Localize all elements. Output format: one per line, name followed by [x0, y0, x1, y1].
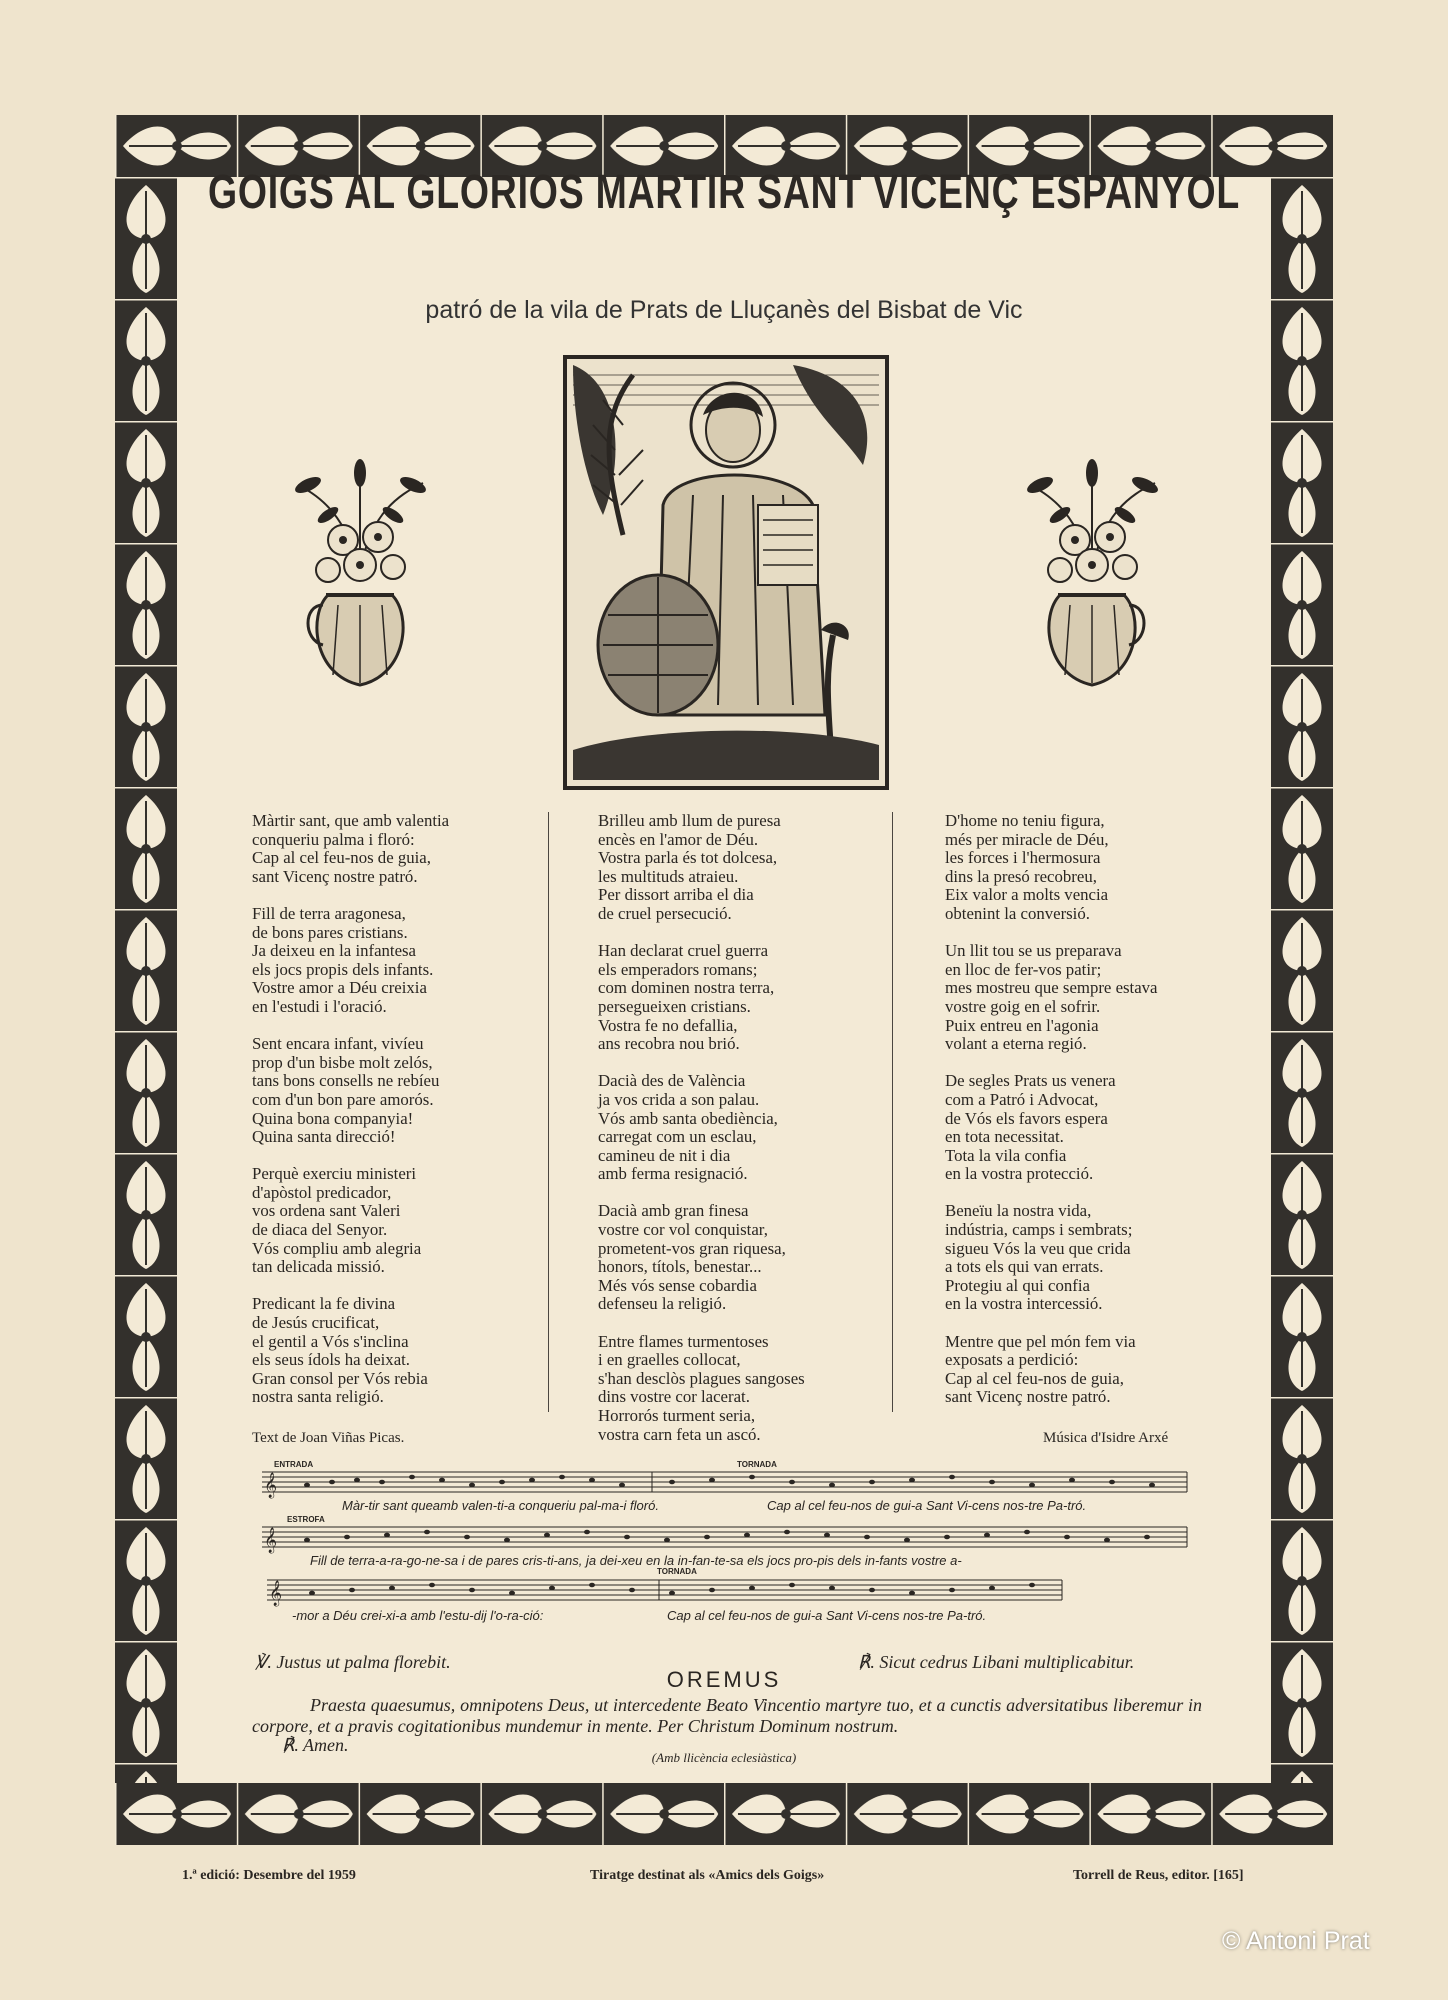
svg-text:𝄞: 𝄞	[264, 1527, 278, 1552]
score-lyric-1b: Cap al cel feu-nos de gui-a Sant Vi-cens nos-tre Pa-tró.	[767, 1498, 1087, 1513]
response: ℟. Sicut cedrus Libani multiplicabitur.	[858, 1652, 1135, 1672]
footer-edition: 1.ª edició: Desembre del 1959	[182, 1868, 356, 1883]
footer-publisher: Torrell de Reus, editor. [165]	[1073, 1868, 1244, 1883]
prayer-text: Praesta quaesumus, omnipotens Deus, ut intercedente Beato Vincentio martyre tuo, et a cunctis adversitatibus liberemur in corpore, et a pravis cogitationibus mundemur in mente. Per Christum Dominum nostrum.	[252, 1695, 1202, 1736]
score-label-estrofa: ESTROFA	[287, 1515, 325, 1524]
oremus-heading: OREMUS	[666, 1667, 782, 1692]
score-label-entrada: ENTRADA	[274, 1460, 314, 1469]
page-title: GOIGS AL GLORIOS MARTIR SANT VICENÇ ESPANYOL	[207, 166, 1241, 219]
column-divider-1	[548, 812, 549, 1412]
border-right	[1271, 177, 1333, 1783]
flower-vase-right-illustration	[1020, 455, 1165, 695]
score-lyric-3a: -mor a Déu crei-xi-a amb l'estu-dij l'o-ra-ció:	[292, 1608, 544, 1623]
column-divider-2	[892, 812, 893, 1412]
text-author-credit: Text de Joan Viñas Picas.	[252, 1430, 405, 1446]
svg-text:𝄞: 𝄞	[264, 1472, 278, 1497]
verses-column-3: D'home no teniu figura, més per miracle de Déu, les forces i l'hermosura dins la presó recobreu, Eix valor a molts vencia obtenint la conversió. Un llit tou se us preparava en lloc de fer-vos patir; mes mostreu que sempre estava vostre goig en el sofrir. Puix entreu en l'agonia volant a eterna regió. De segles Prats us venera com a Patró i Advocat, de Vós els favors espera en tota necessitat. Tota la vila confia en la vostra protecció. Beneïu la nostra vida, indústria, camps i sembrats; sigueu Vós la veu que crida a tots els qui van errats. Protegiu al qui confia en la vostra intercessió. Mentre que pel món fem via exposats a perdició: Cap al cel feu-nos de guia, sant Vicenç nostre patró.	[945, 811, 1158, 1407]
score-label-tornada: TORNADA	[737, 1460, 777, 1469]
ecclesiastical-license: (Amb llicència eclesiàstica)	[651, 1750, 797, 1765]
border-bottom	[115, 1783, 1333, 1845]
verses-column-1: Màrtir sant, que amb valentia conqueriu palma i floró: Cap al cel feu-nos de guia, sant Vicenç nostre patró. Fill de terra aragonesa, de bons pares cristians. Ja deixeu en la infantesa els jocs propis dels infants. Vostre amor a Déu creixia en l'estudi i l'oració. Sent encara infant, vivíeu prop d'un bisbe molt zelós, tans bons consells ne rebíeu com d'un bon pare amorós. Quina bona companyia! Quina santa direcció! Perquè exerciu ministeri d'apòstol predicador, vos ordena sant Valeri de diaca del Senyor. Vós compliu amb alegria tan delicada missió. Predicant la fe divina de Jesús crucificat, el gentil a Vós s'inclina els seus ídols ha deixat. Gran consol per Vós rebia nostra santa religió.	[252, 811, 450, 1407]
copyright-watermark: © Antoni Prat	[1222, 1927, 1370, 1955]
verses-column-2: Brilleu amb llum de puresa encès en l'amor de Déu. Vostra parla és tot dolcesa, les multituds atraieu. Per dissort arriba el dia de cruel persecució. Han declarat cruel guerra els emperadors romans; com dominen nostra terra, persegueixen cristians. Vostra fe no defallia, ans recobra nou brió. Dacià des de València ja vos crida a son palau. Vós amb santa obediència, carregat com un esclau, camineu de nit i dia amb ferma resignació. Dacià amb gran finesa vostre cor vol conquistar, prometent-vos gran riquesa, honors, títols, benestar... Més vós sense cobardia defenseu la religió. Entre flames turmentoses i en graelles collocat, s'han desclòs plagues sangoses dins vostre cor lacerat. Horrorós turment seria, vostra carn feta un ascó.	[598, 811, 805, 1444]
music-author-credit: Música d'Isidre Arxé	[1043, 1430, 1169, 1446]
score-lyric-1a: Màr-tir sant queamb valen-ti-a conqueriu pal-ma-i floró.	[342, 1498, 659, 1513]
footer-print-run: Tiratge destinat als «Amics dels Goigs»	[590, 1868, 825, 1883]
score-lyric-2: Fill de terra-a-ra-go-ne-sa i de pares cris-ti-ans, ja dei-xeu en la in-fan-te-sa els jocs pro-pis dels in-fants vostre a-	[310, 1553, 962, 1568]
border-left	[115, 177, 177, 1783]
score-lyric-3b: Cap al cel feu-nos de gui-a Sant Vi-cens nos-tre Pa-tró.	[667, 1608, 987, 1623]
page-subtitle: patró de la vila de Prats de Lluçanès del Bisbat de Vic	[425, 296, 1023, 324]
score-label-tornada-2: TORNADA	[657, 1567, 697, 1576]
music-score	[262, 1452, 1192, 1642]
versicle: ℣. Justus ut palma florebit.	[255, 1652, 451, 1672]
amen: ℟. Amen.	[282, 1735, 349, 1755]
flower-vase-left-illustration	[288, 455, 433, 695]
saint-woodcut-illustration	[563, 355, 889, 790]
svg-text:𝄞: 𝄞	[269, 1580, 283, 1605]
